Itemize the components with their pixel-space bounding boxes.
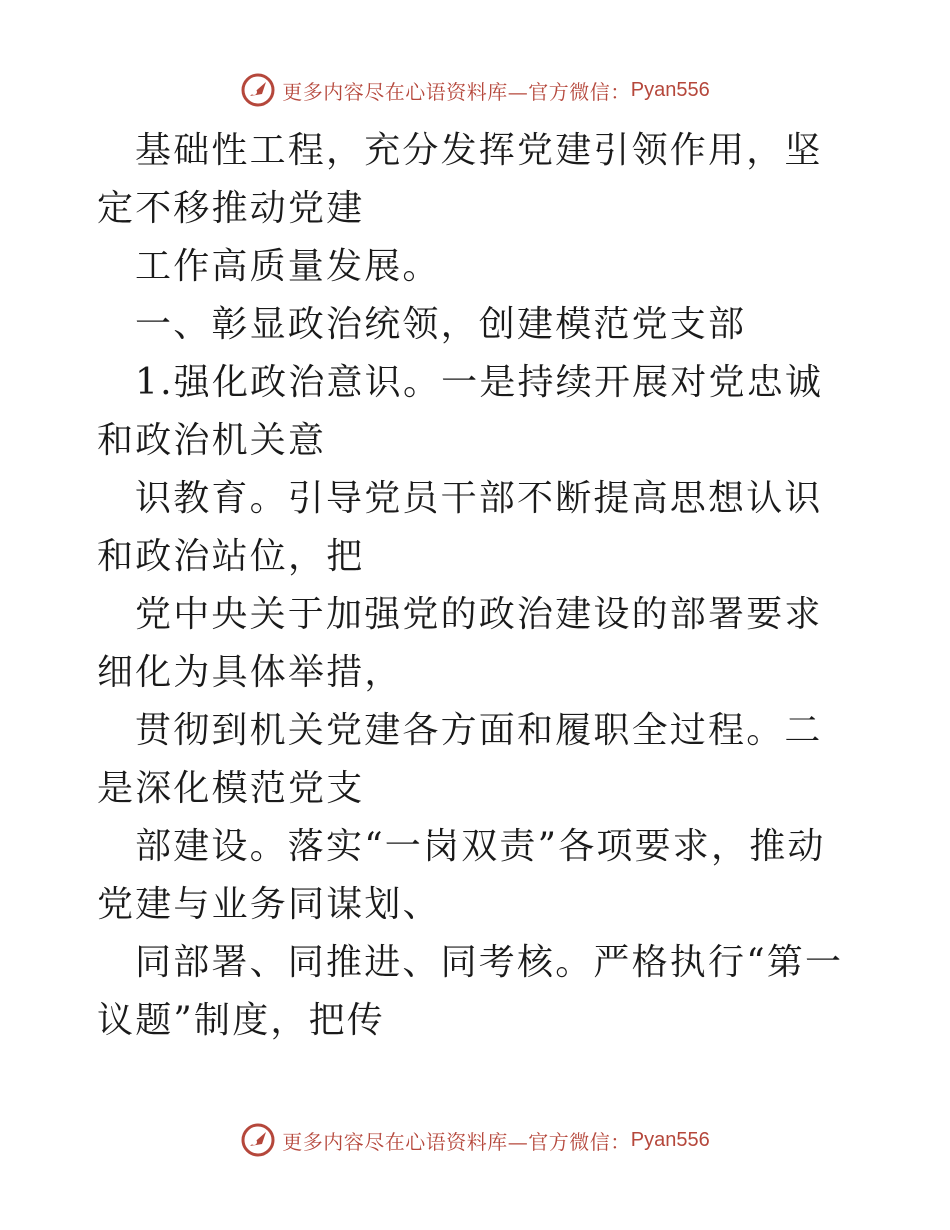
watermark-id: Pyan556 (630, 1128, 710, 1151)
paragraph: 识教育。引导党员干部不断提高思想认识和政治站位，把 (97, 478, 823, 577)
watermark-text: 更多内容尽在心语资料库—官方微信： (282, 79, 631, 104)
section-heading: 一、彰显政治统领，创建模范党支部 (135, 304, 747, 345)
paragraph: 基础性工程，充分发挥党建引领作用，坚定不移推动党建 (97, 130, 823, 229)
header-watermark (0, 70, 950, 110)
document-body (97, 122, 857, 1050)
paragraph: 同部署、同推进、同考核。严格执行“第一议题”制度，把传 (97, 942, 844, 1041)
footer-watermark (0, 1120, 950, 1160)
watermark-text: 更多内容尽在心语资料库—官方微信： (282, 1129, 631, 1154)
watermark-logo-icon (240, 72, 276, 108)
paragraph: 党中央关于加强党的政治建设的部署要求细化为具体举措， (97, 594, 823, 693)
watermark-id: Pyan556 (630, 78, 710, 101)
watermark-logo-icon (240, 1122, 276, 1158)
paragraph: 工作高质量发展。 (135, 246, 441, 287)
paragraph: 贯彻到机关党建各方面和履职全过程。二是深化模范党支 (97, 710, 823, 809)
paragraph: 1.强化政治意识。一是持续开展对党忠诚和政治机关意 (97, 362, 824, 461)
paragraph: 部建设。落实“一岗双责”各项要求，推动党建与业务同谋划、 (97, 826, 826, 925)
